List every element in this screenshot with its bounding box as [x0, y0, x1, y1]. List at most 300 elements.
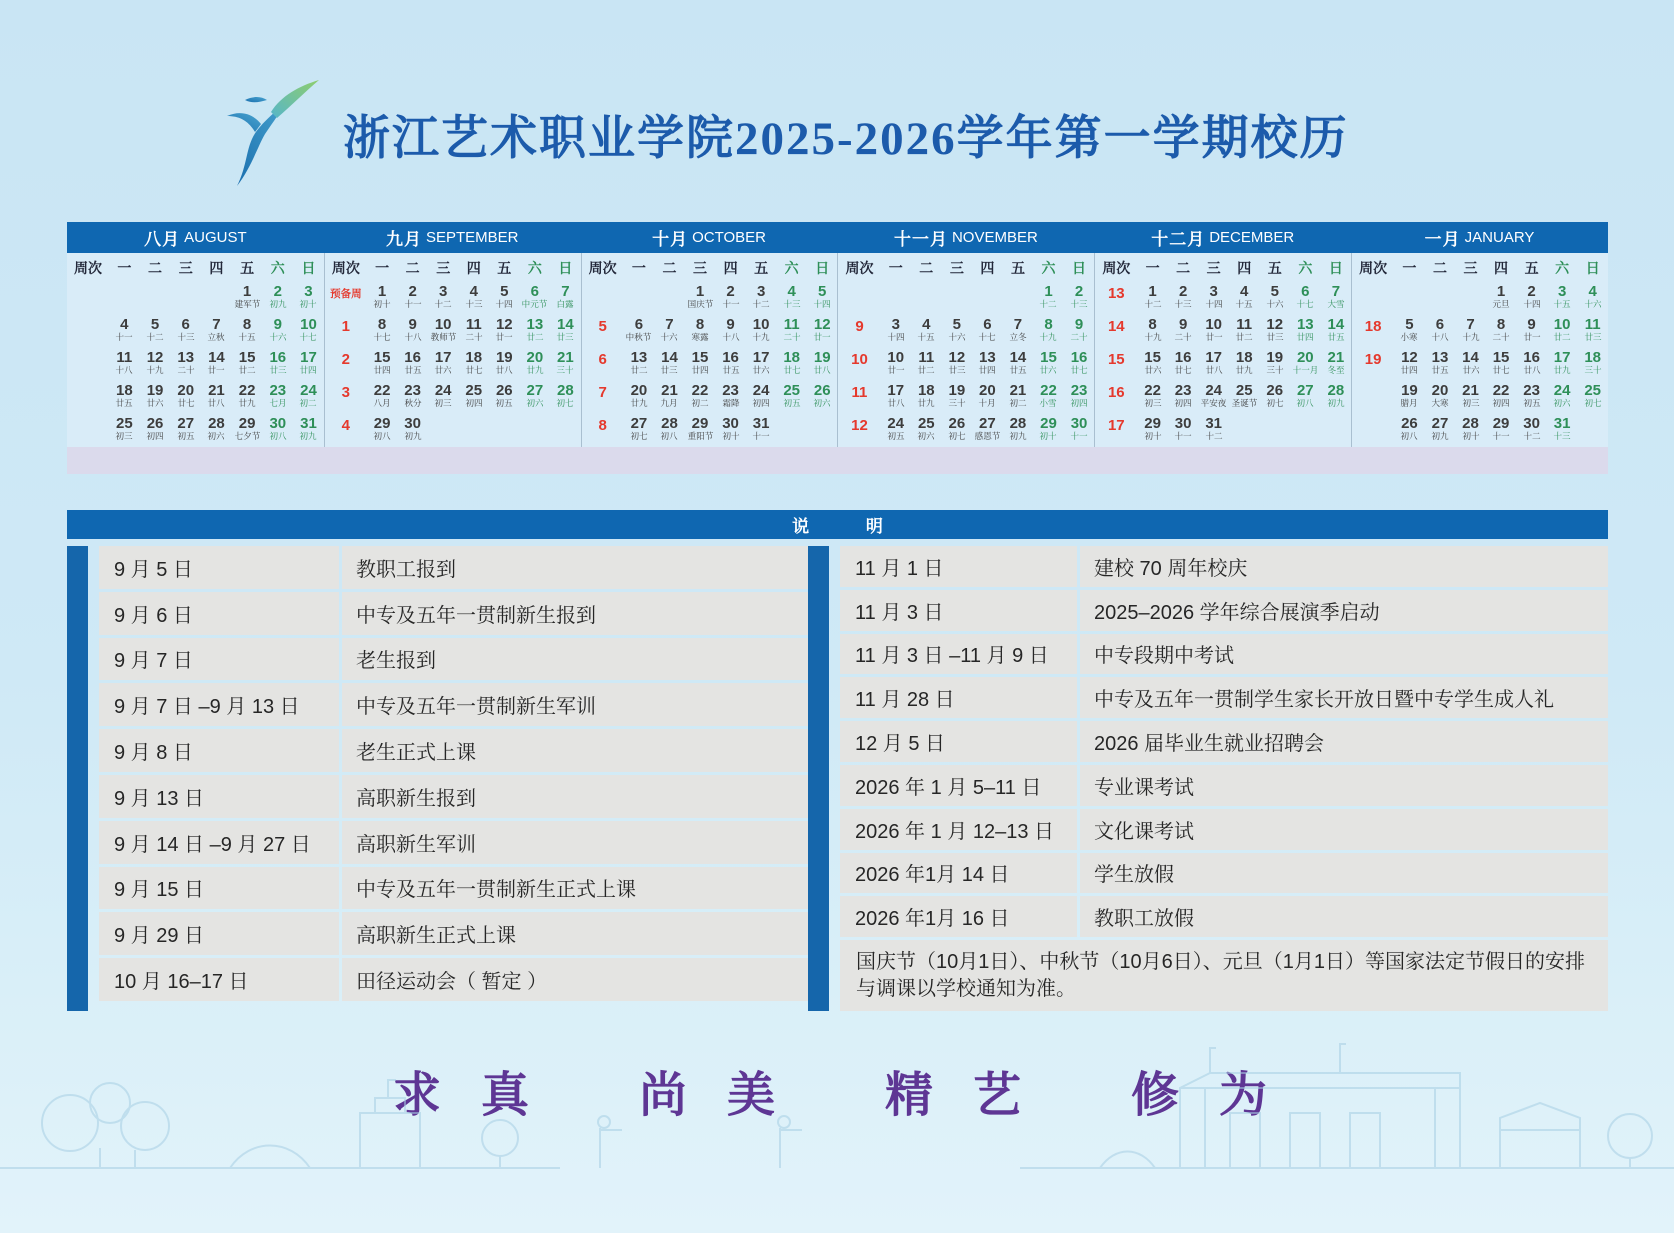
day-lunar-label: 廿五 [722, 365, 740, 375]
left-accent-bar [67, 546, 88, 1011]
day-cell [1516, 381, 1547, 414]
day-lunar-label: 十六 [1584, 299, 1602, 309]
day-cell [489, 315, 520, 348]
day-lunar-label: 廿三 [1266, 332, 1284, 342]
day-number: 24 [434, 382, 452, 399]
day-cell [911, 315, 942, 348]
day-lunar-label: 廿一 [887, 365, 905, 375]
day-cell [1290, 282, 1321, 315]
day-cell [232, 414, 263, 447]
day-cell [367, 348, 398, 381]
day-cell [942, 348, 973, 381]
date-row [582, 348, 838, 381]
day-number: 6 [1301, 283, 1310, 300]
day-number: 28 [1462, 415, 1479, 432]
day-number: 17 [752, 349, 770, 366]
day-lunar-label: 初十 [373, 299, 391, 309]
weekday-header: 四 [1494, 259, 1509, 276]
day-cell [1229, 282, 1260, 315]
day-number: 31 [300, 415, 317, 432]
notes-row [99, 821, 808, 864]
day-lunar-label: 廿九 [238, 398, 256, 408]
weekday-header: 四 [466, 259, 481, 276]
weekday-header: 二 [405, 259, 420, 276]
weekday-header: 日 [815, 259, 830, 276]
day-lunar-label: 圣诞节 [1231, 398, 1258, 408]
day-number: 10 [887, 349, 905, 366]
day-lunar-label: 十八 [115, 365, 133, 375]
day-lunar-label: 廿二 [238, 365, 256, 375]
day-cell [1137, 414, 1168, 447]
day-number: 18 [917, 382, 935, 399]
day-number: 22 [691, 382, 709, 399]
month-name-en: AUGUST [184, 229, 247, 246]
day-number: 13 [630, 349, 648, 366]
day-cell [911, 414, 942, 447]
day-lunar-label: 初五 [495, 398, 513, 408]
day-lunar-label: 廿一 [495, 332, 513, 342]
day-cell [1577, 348, 1608, 381]
month-header [324, 222, 581, 253]
week-number: 19 [1364, 351, 1382, 368]
day-lunar-label: 廿七 [1492, 365, 1510, 375]
week-number: 6 [598, 351, 607, 368]
day-lunar-label: 廿六 [146, 398, 164, 408]
day-number: 30 [722, 415, 739, 432]
day-number: 14 [661, 349, 678, 366]
day-number: 10 [752, 316, 770, 333]
week-number: 14 [1107, 318, 1125, 335]
weekday-header: 二 [1432, 259, 1447, 276]
day-number: 31 [752, 415, 770, 432]
day-number: 7 [665, 316, 674, 333]
day-lunar-label: 廿一 [207, 365, 225, 375]
day-number: 4 [469, 283, 478, 300]
weekday-header: 四 [1237, 259, 1252, 276]
notes-event: 老生正式上课 [342, 729, 808, 772]
month-december [1094, 222, 1351, 447]
day-cell [880, 414, 911, 447]
day-lunar-label: 十五 [1235, 299, 1253, 309]
day-number: 30 [1174, 415, 1192, 432]
day-number: 1 [242, 283, 252, 300]
day-cell [397, 348, 428, 381]
week-number: 18 [1364, 318, 1382, 335]
day-lunar-label: 十四 [1205, 299, 1223, 309]
weekday-header: 日 [301, 259, 316, 276]
day-lunar-label: 初九 [1327, 398, 1345, 408]
day-number: 7 [1013, 316, 1023, 333]
day-cell [232, 348, 263, 381]
day-cell [746, 414, 777, 447]
day-cell [1321, 315, 1352, 348]
day-lunar-label: 初五 [177, 431, 195, 441]
day-number: 8 [1148, 316, 1157, 333]
day-cell [428, 348, 459, 381]
week-number: 13 [1107, 285, 1125, 302]
day-number: 16 [1523, 349, 1540, 366]
day-lunar-label: 中秋节 [626, 332, 652, 342]
date-row [582, 381, 838, 414]
day-number: 31 [1205, 415, 1223, 432]
day-cell [807, 381, 838, 414]
day-cell [489, 414, 520, 447]
day-number: 28 [1009, 415, 1027, 432]
day-cell [911, 282, 942, 315]
month-header [837, 222, 1094, 253]
day-lunar-label: 建军节 [234, 299, 260, 309]
day-lunar-label: 十四 [1523, 299, 1541, 309]
day-lunar-label: 大雪 [1327, 299, 1345, 309]
day-lunar-label: 十九 [1039, 332, 1058, 342]
day-lunar-label: 初九 [269, 299, 287, 309]
day-number: 5 [150, 316, 160, 333]
day-cell [428, 381, 459, 414]
day-cell [367, 381, 398, 414]
day-lunar-label: 十一 [404, 299, 422, 309]
day-lunar-label: 十二 [1039, 299, 1058, 309]
day-number: 10 [1205, 316, 1223, 333]
weekday-header: 四 [723, 259, 738, 276]
notes-section [67, 546, 1608, 1011]
month-name-en: JANUARY [1464, 229, 1535, 246]
day-cell [1137, 348, 1168, 381]
day-lunar-label: 十八 [1431, 332, 1449, 342]
day-number: 29 [373, 415, 391, 432]
day-lunar-label: 重阳节 [687, 431, 713, 441]
month-january [1351, 222, 1608, 447]
day-number: 27 [526, 382, 544, 399]
date-row [582, 315, 838, 348]
day-lunar-label: 十四 [813, 299, 831, 309]
notes-event: 中专段期中考试 [1080, 634, 1608, 675]
day-number: 26 [1266, 382, 1284, 399]
day-number: 5 [952, 316, 962, 333]
day-lunar-label: 初八 [1296, 398, 1314, 408]
date-row [1095, 348, 1351, 381]
day-number: 30 [404, 415, 421, 432]
day-number: 13 [979, 349, 996, 366]
week-number [1352, 381, 1394, 414]
day-cell [1321, 282, 1352, 315]
day-number: 23 [269, 382, 287, 399]
day-number: 3 [304, 283, 313, 300]
day-number: 22 [238, 382, 256, 399]
month-name-cn: 八月 [144, 230, 181, 249]
motto-word: 精 艺 [885, 1069, 1036, 1122]
day-number: 20 [979, 382, 996, 399]
day-cell [1516, 315, 1547, 348]
day-cell [685, 315, 716, 348]
day-number: 6 [983, 316, 992, 333]
day-number: 19 [1401, 382, 1418, 399]
day-cell [458, 282, 489, 315]
day-number: 9 [408, 316, 417, 333]
day-number: 7 [561, 283, 570, 300]
day-number: 19 [948, 382, 966, 399]
day-cell [458, 381, 489, 414]
day-number: 6 [181, 316, 190, 333]
day-number: 23 [404, 382, 421, 399]
day-lunar-label: 廿八 [1205, 365, 1223, 375]
day-lunar-label: 十九 [1144, 332, 1162, 342]
day-lunar-label: 白露 [556, 299, 574, 309]
day-number: 17 [1205, 349, 1223, 366]
day-number: 15 [1144, 349, 1161, 366]
day-lunar-label: 初三 [1461, 398, 1480, 408]
notes-row [840, 853, 1608, 894]
day-cell [1168, 414, 1199, 447]
weekday-header: 三 [1206, 259, 1221, 276]
day-lunar-label: 廿三 [556, 332, 574, 342]
day-lunar-label: 初五 [1523, 398, 1541, 408]
day-cell [685, 282, 716, 315]
notes-date: 9 月 6 日 [99, 592, 339, 635]
weekno-col-header: 周次 [74, 259, 102, 276]
day-cell [1321, 381, 1352, 414]
week-number [67, 315, 109, 348]
day-number: 20 [526, 349, 544, 366]
weekday-header: 一 [117, 259, 132, 276]
day-cell [428, 414, 459, 447]
day-number: 23 [1070, 382, 1088, 399]
day-number: 13 [177, 349, 195, 366]
day-number: 24 [300, 382, 317, 399]
day-lunar-label: 秋分 [404, 398, 422, 408]
notes-event: 中专及五年一贯制学生家长开放日暨中专学生成人礼 [1080, 677, 1608, 718]
day-cell [140, 381, 171, 414]
notes-date: 12 月 5 日 [840, 721, 1077, 762]
day-lunar-label: 廿八 [1523, 365, 1541, 375]
day-lunar-label: 廿四 [1400, 365, 1418, 375]
motto-word: 求 真 [392, 1069, 543, 1122]
day-lunar-label: 三十 [948, 398, 966, 408]
weekday-header: 五 [1267, 259, 1282, 276]
day-number: 21 [1462, 382, 1479, 399]
day-cell [262, 282, 293, 315]
day-number: 1 [1496, 283, 1506, 300]
day-cell [1425, 414, 1456, 447]
week-number: 预备周 [330, 288, 362, 300]
day-cell [489, 282, 520, 315]
day-cell [746, 282, 777, 315]
day-number: 8 [695, 316, 705, 333]
date-row [325, 315, 581, 348]
day-lunar-label: 初四 [146, 431, 164, 441]
weekday-header: 六 [1298, 259, 1313, 276]
day-lunar-label: 廿八 [813, 365, 831, 375]
month-body [837, 253, 1094, 447]
day-cell [1455, 381, 1486, 414]
day-cell [1425, 381, 1456, 414]
week-number [67, 348, 109, 381]
day-lunar-label: 十二 [1205, 431, 1223, 441]
day-number: 10 [300, 316, 317, 333]
day-lunar-label: 平安夜 [1200, 398, 1227, 408]
day-lunar-label: 十三 [1070, 299, 1088, 309]
month-body [1351, 253, 1608, 447]
day-lunar-label: 十一 [1492, 431, 1510, 441]
notes-event: 中专及五年一贯制新生正式上课 [342, 867, 808, 910]
notes-left-block [67, 546, 808, 1011]
day-cell [489, 381, 520, 414]
day-number: 18 [1584, 349, 1602, 366]
weekday-header: 二 [919, 259, 934, 276]
day-number: 9 [273, 316, 282, 333]
day-cell [1486, 414, 1517, 447]
day-cell [1064, 414, 1095, 447]
day-lunar-label: 初九 [404, 431, 422, 441]
date-row [325, 381, 581, 414]
day-cell [654, 348, 685, 381]
day-cell [550, 315, 581, 348]
day-number: 2 [726, 283, 735, 300]
day-lunar-label: 十四 [495, 299, 513, 309]
day-cell [1260, 414, 1291, 447]
date-row [838, 348, 1094, 381]
day-number: 17 [434, 349, 452, 366]
day-number: 9 [726, 316, 735, 333]
day-cell [1547, 414, 1578, 447]
notes-date: 11 月 3 日 –11 月 9 日 [840, 634, 1077, 675]
day-cell [1547, 348, 1578, 381]
weekday-header: 六 [1555, 259, 1570, 276]
day-cell [201, 348, 232, 381]
month-name-en: OCTOBER [692, 229, 767, 246]
day-cell [1198, 282, 1229, 315]
day-cell [1064, 348, 1095, 381]
day-lunar-label: 廿九 [1235, 365, 1253, 375]
day-cell [911, 381, 942, 414]
notes-row [840, 677, 1608, 718]
day-lunar-label: 十六 [1266, 299, 1284, 309]
day-lunar-label: 二十 [1174, 332, 1192, 342]
day-cell [1290, 381, 1321, 414]
date-row [838, 282, 1094, 315]
day-lunar-label: 冬至 [1327, 365, 1345, 375]
day-lunar-label: 立冬 [1009, 332, 1027, 342]
week-number [67, 381, 109, 414]
day-number: 25 [1584, 382, 1602, 399]
day-number: 18 [465, 349, 483, 366]
notes-event: 中专及五年一贯制新生报到 [342, 592, 808, 635]
weekday-row [1352, 253, 1608, 282]
day-number: 26 [495, 382, 513, 399]
day-cell [776, 282, 807, 315]
day-number: 11 [116, 349, 133, 366]
day-cell [170, 315, 201, 348]
month-header [581, 222, 838, 253]
day-cell [1394, 315, 1425, 348]
day-cell [367, 282, 398, 315]
weekday-row [1095, 253, 1351, 282]
day-number: 21 [557, 349, 574, 366]
date-row [1352, 315, 1608, 348]
day-lunar-label: 廿六 [752, 365, 770, 375]
month-name-en: SEPTEMBER [425, 229, 519, 246]
day-number: 11 [465, 316, 482, 333]
week-number: 8 [598, 417, 607, 434]
week-number: 16 [1107, 384, 1125, 401]
notes-event: 高职新生报到 [342, 775, 808, 818]
day-number: 24 [752, 382, 770, 399]
day-number: 22 [1144, 382, 1161, 399]
day-cell [550, 348, 581, 381]
day-cell [972, 315, 1003, 348]
day-cell [1003, 348, 1034, 381]
month-header [1094, 222, 1351, 253]
day-lunar-label: 小雪 [1039, 398, 1058, 408]
day-lunar-label: 廿二 [526, 332, 544, 342]
day-cell [880, 348, 911, 381]
notes-event: 2026 届毕业生就业招聘会 [1080, 721, 1608, 762]
day-lunar-label: 廿九 [630, 398, 648, 408]
day-lunar-label: 小寒 [1400, 332, 1418, 342]
day-cell [1394, 414, 1425, 447]
day-lunar-label: 初七 [556, 398, 574, 408]
day-cell [293, 381, 324, 414]
day-lunar-label: 初二 [1009, 398, 1027, 408]
weekday-header: 日 [1585, 259, 1600, 276]
day-cell [109, 381, 140, 414]
day-number: 16 [1070, 349, 1088, 366]
title-bar [215, 78, 1349, 190]
day-cell [1425, 282, 1456, 315]
day-number: 14 [557, 316, 574, 333]
day-lunar-label: 廿一 [1523, 332, 1541, 342]
day-lunar-label: 初三 [115, 431, 133, 441]
month-name-en: NOVEMBER [951, 229, 1038, 246]
day-cell [140, 315, 171, 348]
day-lunar-label: 初九 [1431, 431, 1449, 441]
day-lunar-label: 十一 [722, 299, 740, 309]
notes-event: 高职新生正式上课 [342, 912, 808, 955]
page-title: 浙江艺术职业学院2025-2026学年第一学期校历 [343, 112, 1349, 165]
day-number: 8 [1496, 316, 1506, 333]
weekno-col-header: 周次 [331, 259, 360, 276]
day-number: 25 [116, 415, 133, 432]
weekday-header: 六 [527, 259, 542, 276]
day-lunar-label: 初十 [299, 299, 318, 309]
week-number: 3 [341, 384, 350, 401]
day-cell [397, 315, 428, 348]
day-cell [1168, 282, 1199, 315]
day-cell [367, 414, 398, 447]
week-number [582, 282, 624, 315]
motto-word: 尚 美 [638, 1069, 789, 1122]
day-lunar-label: 初四 [465, 398, 483, 408]
day-number: 22 [373, 382, 391, 399]
day-number: 3 [1209, 283, 1218, 300]
day-cell [1003, 381, 1034, 414]
day-number: 22 [1040, 382, 1057, 399]
day-cell [1486, 282, 1517, 315]
day-cell [1486, 381, 1517, 414]
notes-event: 学生放假 [1080, 853, 1608, 894]
day-lunar-label: 十二 [752, 299, 770, 309]
day-cell [1290, 348, 1321, 381]
day-number: 7 [1466, 316, 1475, 333]
date-row [1095, 414, 1351, 447]
weekday-header: 六 [784, 259, 799, 276]
day-lunar-label: 大寒 [1431, 398, 1449, 408]
notes-date: 11 月 3 日 [840, 590, 1077, 631]
day-number: 6 [530, 283, 539, 300]
day-lunar-label: 廿五 [1327, 332, 1345, 342]
day-number: 20 [1431, 382, 1449, 399]
day-cell [262, 348, 293, 381]
day-number: 11 [1236, 316, 1253, 333]
